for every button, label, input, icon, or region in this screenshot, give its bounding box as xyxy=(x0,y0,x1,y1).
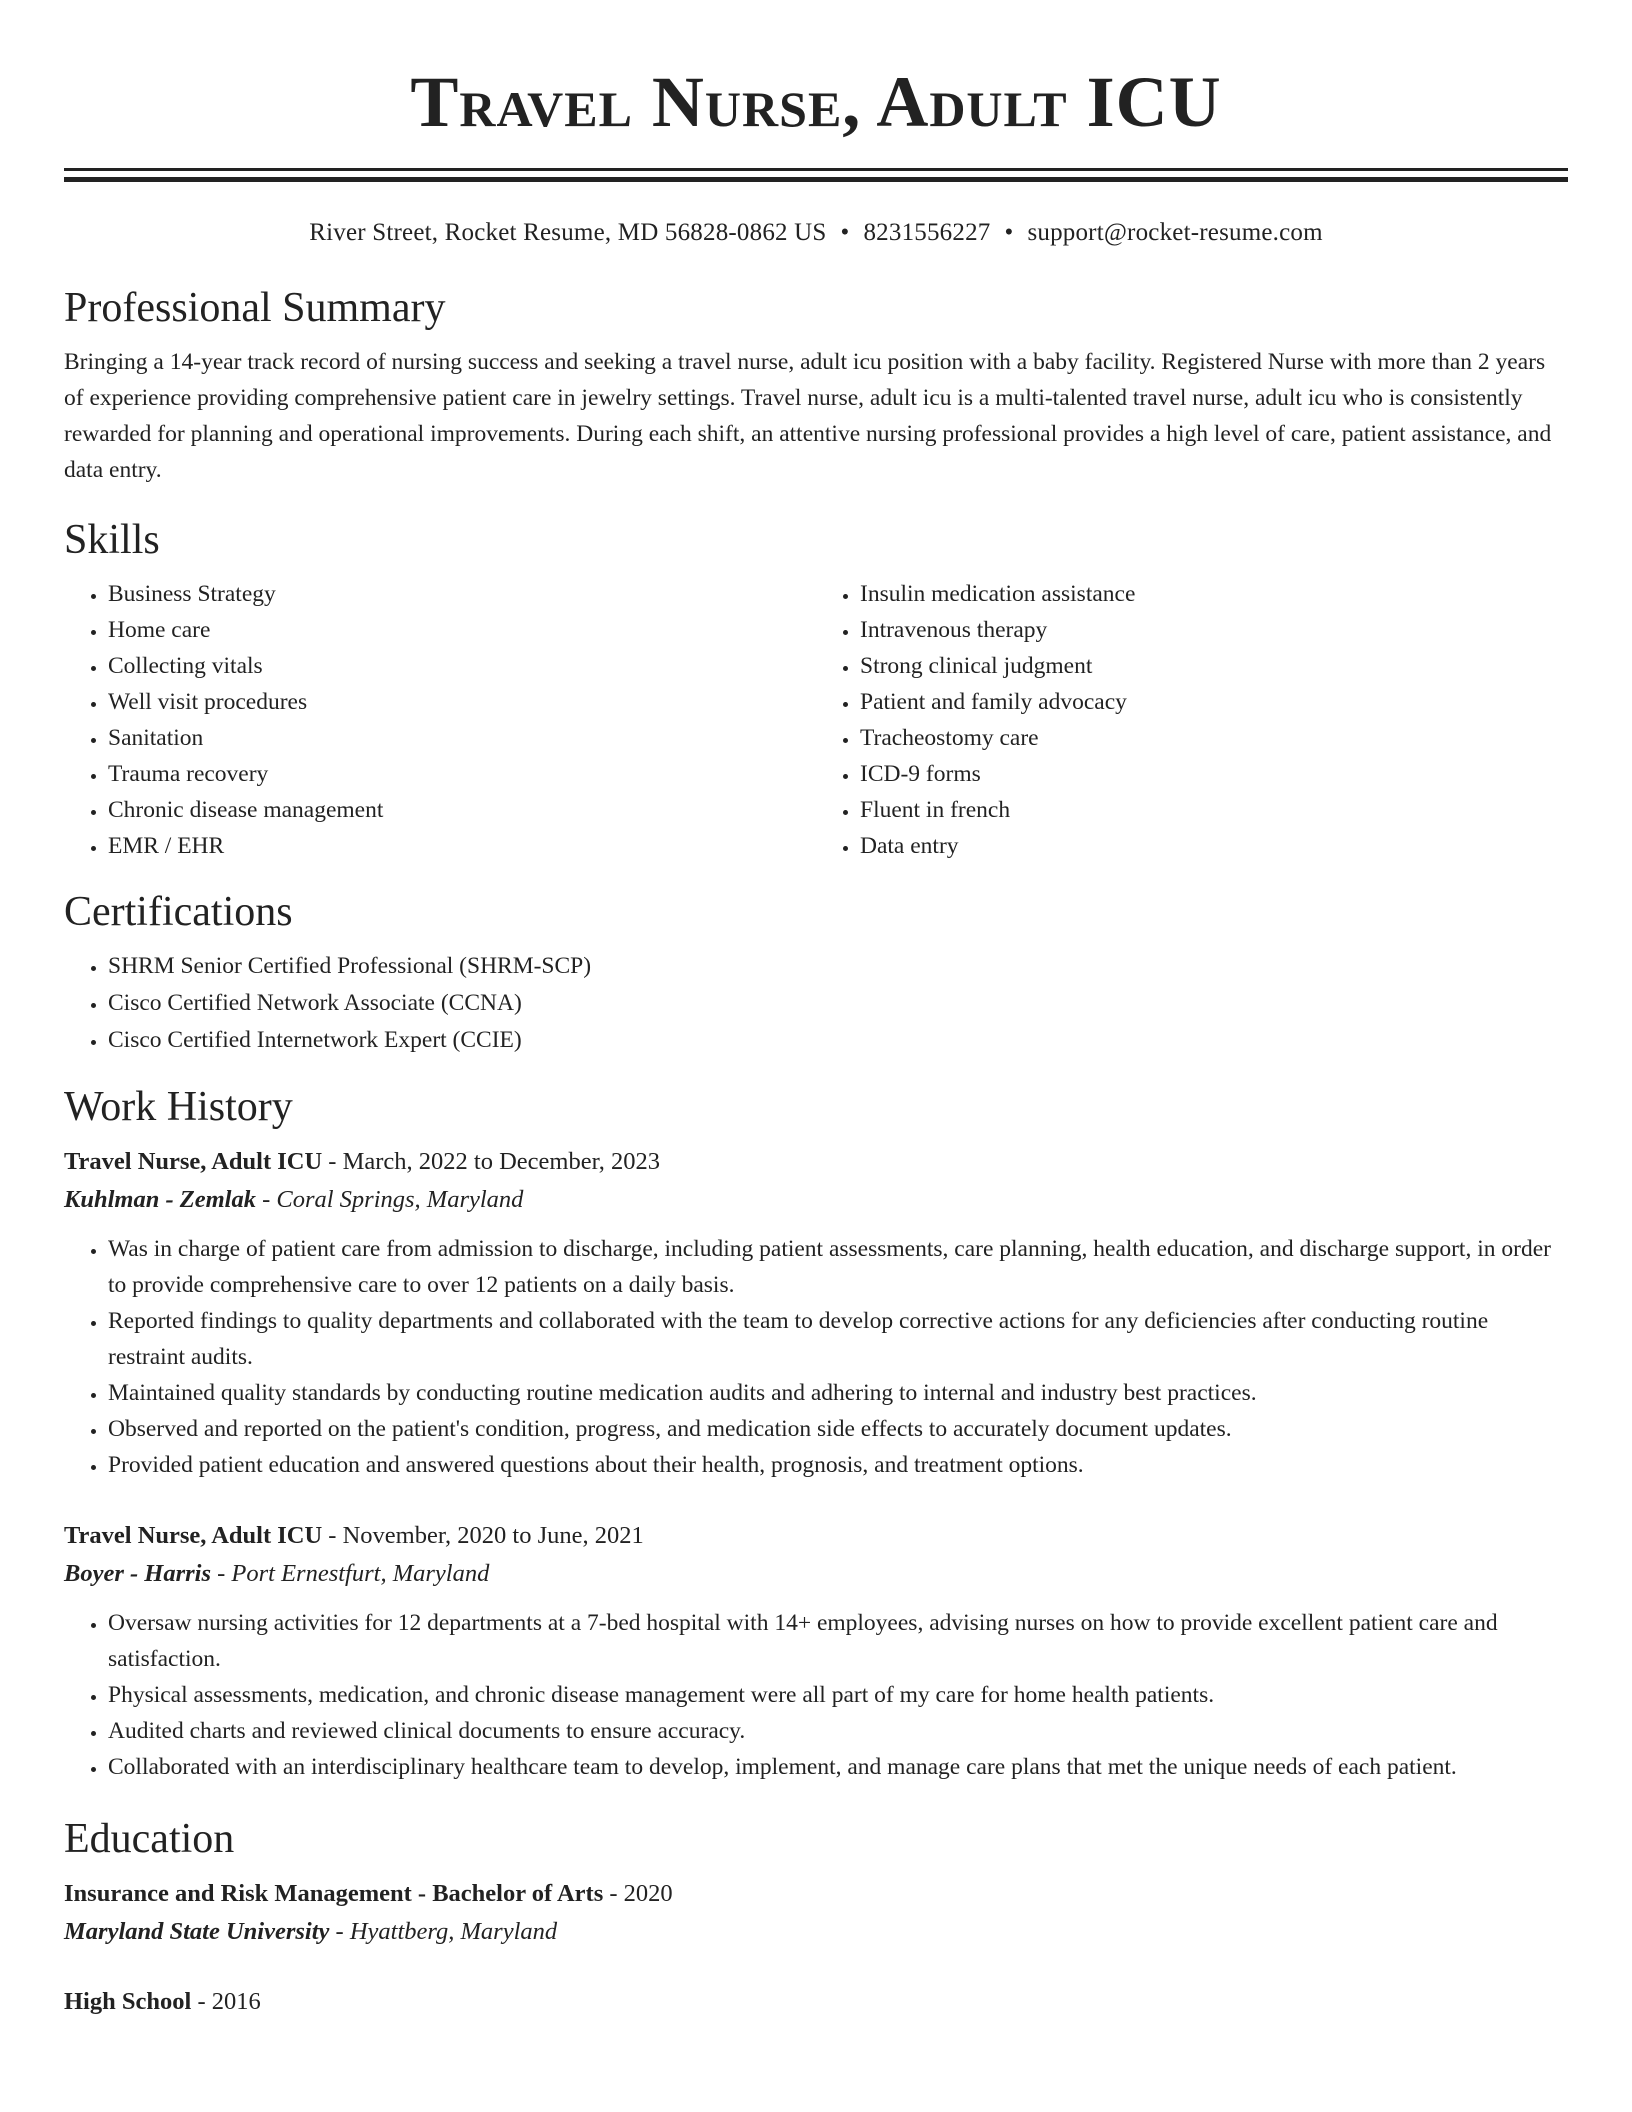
job-title: Travel Nurse, Adult ICU xyxy=(64,1522,323,1549)
education-heading: Education xyxy=(64,1816,235,1862)
contact-separator: • xyxy=(840,219,850,246)
contact-separator: • xyxy=(1004,219,1014,246)
header-rule-thin xyxy=(64,168,1568,171)
job-bullet: • Oversaw nursing activities for 12 departments at a 7-bed hospital with 14+ employees, advising nurses on how to provide excellent patient care and satisfaction. xyxy=(108,1605,1568,1677)
resume-page xyxy=(64,0,1568,2021)
education-degree-line xyxy=(64,1875,1568,1913)
resume-name: Travel Nurse, Adult ICU xyxy=(410,62,1222,142)
skill-item: • Strong clinical judgment xyxy=(860,648,1568,684)
contact-email: support@rocket-resume.com xyxy=(1027,219,1323,246)
job-bullet: • Provided patient education and answered questions about their health, prognosis, and treatment options. xyxy=(108,1447,1568,1483)
skill-item: • Well visit procedures xyxy=(108,684,816,720)
job-entry xyxy=(64,1143,1568,1483)
education-degree: High School xyxy=(64,1988,192,2015)
skills-list-left xyxy=(64,576,816,864)
skill-item: • Sanitation xyxy=(108,720,816,756)
education-entry xyxy=(64,1875,1568,1951)
job-title: Travel Nurse, Adult ICU xyxy=(64,1148,323,1175)
skill-item: • EMR / EHR xyxy=(108,828,816,864)
contact-address: River Street, Rocket Resume, MD 56828-0862 US xyxy=(309,219,827,246)
job-bullet: • Physical assessments, medication, and chronic disease management were all part of my care for home health patients. xyxy=(108,1677,1568,1713)
skill-item: • Trauma recovery xyxy=(108,756,816,792)
job-bullets xyxy=(64,1605,1568,1785)
skill-item: • Business Strategy xyxy=(108,576,816,612)
skill-item: • Home care xyxy=(108,612,816,648)
skill-item: • Tracheostomy care xyxy=(860,720,1568,756)
skill-item: • ICD-9 forms xyxy=(860,756,1568,792)
job-company: Kuhlman - Zemlak xyxy=(64,1186,256,1213)
job-entry xyxy=(64,1517,1568,1785)
skill-item: • Chronic disease management xyxy=(108,792,816,828)
education-year: - 2016 xyxy=(191,1988,261,2015)
work-history-heading: Work History xyxy=(64,1084,293,1130)
job-company-line xyxy=(64,1555,1568,1593)
job-title-line xyxy=(64,1517,1568,1555)
education-degree: Insurance and Risk Management - Bachelor of Arts xyxy=(64,1880,604,1907)
job-company-line xyxy=(64,1181,1568,1219)
job-dates: - November, 2020 to June, 2021 xyxy=(322,1522,644,1549)
skill-item: • Fluent in french xyxy=(860,792,1568,828)
job-location: - Coral Springs, Maryland xyxy=(255,1186,524,1213)
job-bullet: • Reported findings to quality departments and collaborated with the team to develop corrective actions for any deficiencies after conducting routine restraint audits. xyxy=(108,1303,1568,1375)
header-rule-thick xyxy=(64,177,1568,182)
summary-heading: Professional Summary xyxy=(64,285,446,331)
job-dates: - March, 2022 to December, 2023 xyxy=(322,1148,661,1175)
job-title-line xyxy=(64,1143,1568,1181)
skill-item: • Intravenous therapy xyxy=(860,612,1568,648)
education-school: Maryland State University xyxy=(64,1918,330,1945)
contact-phone: 8231556227 xyxy=(863,219,991,246)
job-bullet: • Was in charge of patient care from admission to discharge, including patient assessments, care planning, health education, and discharge support, in order to provide comprehensive care to over 12 patients on a daily basis. xyxy=(108,1231,1568,1303)
skills-list-right xyxy=(816,576,1568,864)
certification-item: • Cisco Certified Internetwork Expert (CCIE) xyxy=(108,1022,1568,1059)
contact-line xyxy=(64,216,1568,250)
certifications-heading: Certifications xyxy=(64,889,293,935)
education-location: - Hyattberg, Maryland xyxy=(329,1918,558,1945)
certifications-list xyxy=(64,948,1568,1059)
skill-item: • Data entry xyxy=(860,828,1568,864)
skill-item: • Patient and family advocacy xyxy=(860,684,1568,720)
job-bullet: • Maintained quality standards by conducting routine medication audits and adhering to internal and industry best practices. xyxy=(108,1375,1568,1411)
education-school-line xyxy=(64,1913,1568,1951)
education-degree-line xyxy=(64,1983,1568,2021)
job-company: Boyer - Harris xyxy=(64,1560,211,1587)
job-bullet: • Collaborated with an interdisciplinary healthcare team to develop, implement, and manage care plans that met the unique needs of each patient. xyxy=(108,1749,1568,1785)
education-entry xyxy=(64,1983,1568,2021)
certification-item: • Cisco Certified Network Associate (CCNA) xyxy=(108,985,1568,1022)
job-location: - Port Ernestfurt, Maryland xyxy=(211,1560,490,1587)
job-bullet: • Observed and reported on the patient's condition, progress, and medication side effects to accurately document updates. xyxy=(108,1411,1568,1447)
skills-columns xyxy=(64,576,1568,864)
job-bullets xyxy=(64,1231,1568,1483)
skill-item: • Collecting vitals xyxy=(108,648,816,684)
skill-item: • Insulin medication assistance xyxy=(860,576,1568,612)
education-year: - 2020 xyxy=(603,1880,673,1907)
job-bullet: • Audited charts and reviewed clinical documents to ensure accuracy. xyxy=(108,1713,1568,1749)
skills-heading: Skills xyxy=(64,517,160,563)
certification-item: • SHRM Senior Certified Professional (SHRM-SCP) xyxy=(108,948,1568,985)
summary-text: Bringing a 14-year track record of nursing success and seeking a travel nurse, adult icu position with a baby facility. Registered Nurse with more than 2 years of experience providing comprehensive patient care in jewelry settings. Travel nurse, adult icu is a multi-talented travel nurse, adult icu who is consistently rewarded for planning and operational improvements. During each shift, an attentive nursing professional provides a high level of care, patient assistance, and data entry. xyxy=(64,349,1552,483)
